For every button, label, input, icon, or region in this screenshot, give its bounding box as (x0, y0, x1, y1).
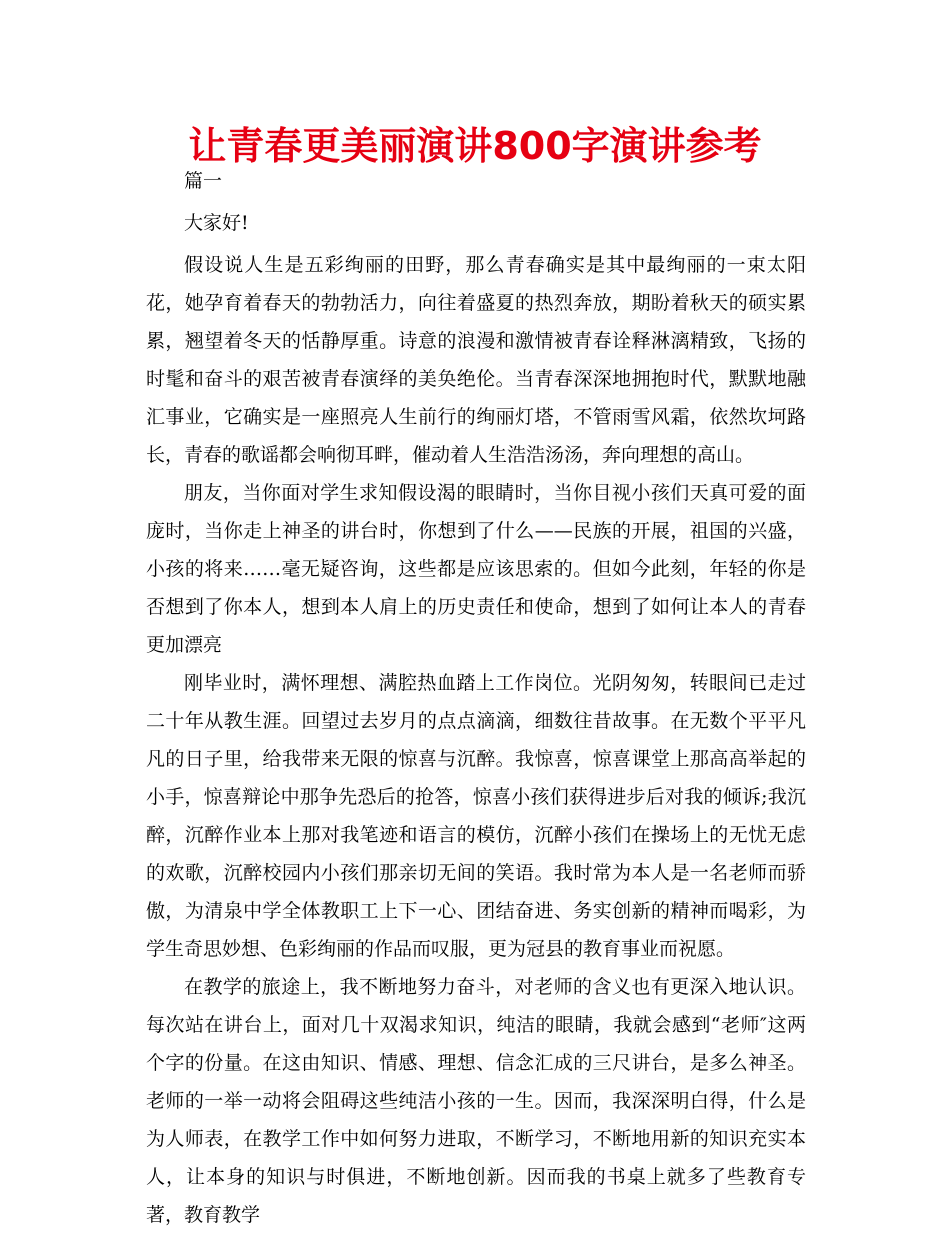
document-title: 让青春更美丽演讲800字演讲参考 (188, 124, 762, 168)
section-label: 篇一 (184, 170, 223, 192)
paragraph-4: 在教学的旅途上，我不断地努力奋斗，对老师的含义也有更深入地认识。每次站在讲台上，面对几十双渴求知识，纯洁的眼睛，我就会感到“老师″这两个字的份量。在这由知识、情感、理想、信念汇成的三尺讲台，是多么神圣。老师的一举一动将会阻碍这些纯洁小孩的一生。因而，我深深明白得，什么是为人师表，在教学工作中如何努力进取，不断学习，不断地用新的知识充实本人，让本身的知识与时俱进，不断地创新。因而我的书桌上就多了些教育专著，教育教学 (146, 976, 806, 1226)
document-body (146, 162, 806, 1234)
greeting-line: 大家好! (184, 212, 249, 234)
paragraph-3: 刚毕业时，满怀理想、满腔热血踏上工作岗位。光阴匆匆，转眼间已走过二十年从教生涯。回望过去岁月的点点滴滴，细数往昔故事。在无数个平平凡凡的日子里，给我带来无限的惊喜与沉醉。我惊喜，惊喜课堂上那高高举起的小手，惊喜辩论中那争先恐后的抢答，惊喜小孩们获得进步后对我的倾诉;我沉醉，沉醉作业本上那对我笔迹和语言的模仿，沉醉小孩们在操场上的无忧无虑的欢歌，沉醉校园内小孩们那亲切无间的笑语。我时常为本人是一名老师而骄傲，为清泉中学全体教职工上下一心、团结奋进、务实创新的精神而喝彩，为学生奇思妙想、色彩绚丽的作品而叹服，更为冠县的教育事业而祝愿。 (146, 672, 806, 960)
paragraph-2: 朋友，当你面对学生求知假设渴的眼睛时，当你目视小孩们天真可爱的面庞时，当你走上神圣的讲台时，你想到了什么——民族的开展，祖国的兴盛，小孩的将来……毫无疑咨询，这些都是应该思索的。但如今此刻，年轻的你是否想到了你本人，想到本人肩上的历史责任和使命，想到了如何让本人的青春更加漂亮 (146, 482, 806, 656)
paragraph-1: 假设说人生是五彩绚丽的田野，那么青春确实是其中最绚丽的一束太阳花，她孕育着春天的勃勃活力，向往着盛夏的热烈奔放，期盼着秋天的硕实累累，翘望着冬天的恬静厚重。诗意的浪漫和激情被青春诠释淋漓精致，飞扬的时髦和奋斗的艰苦被青春演绎的美奂绝伦。当青春深深地拥抱时代，默默地融汇事业，它确实是一座照亮人生前行的绚丽灯塔，不管雨雪风霜，依然坎坷路长，青春的歌谣都会响彻耳畔，催动着人生浩浩汤汤，奔向理想的高山。 (146, 254, 806, 466)
